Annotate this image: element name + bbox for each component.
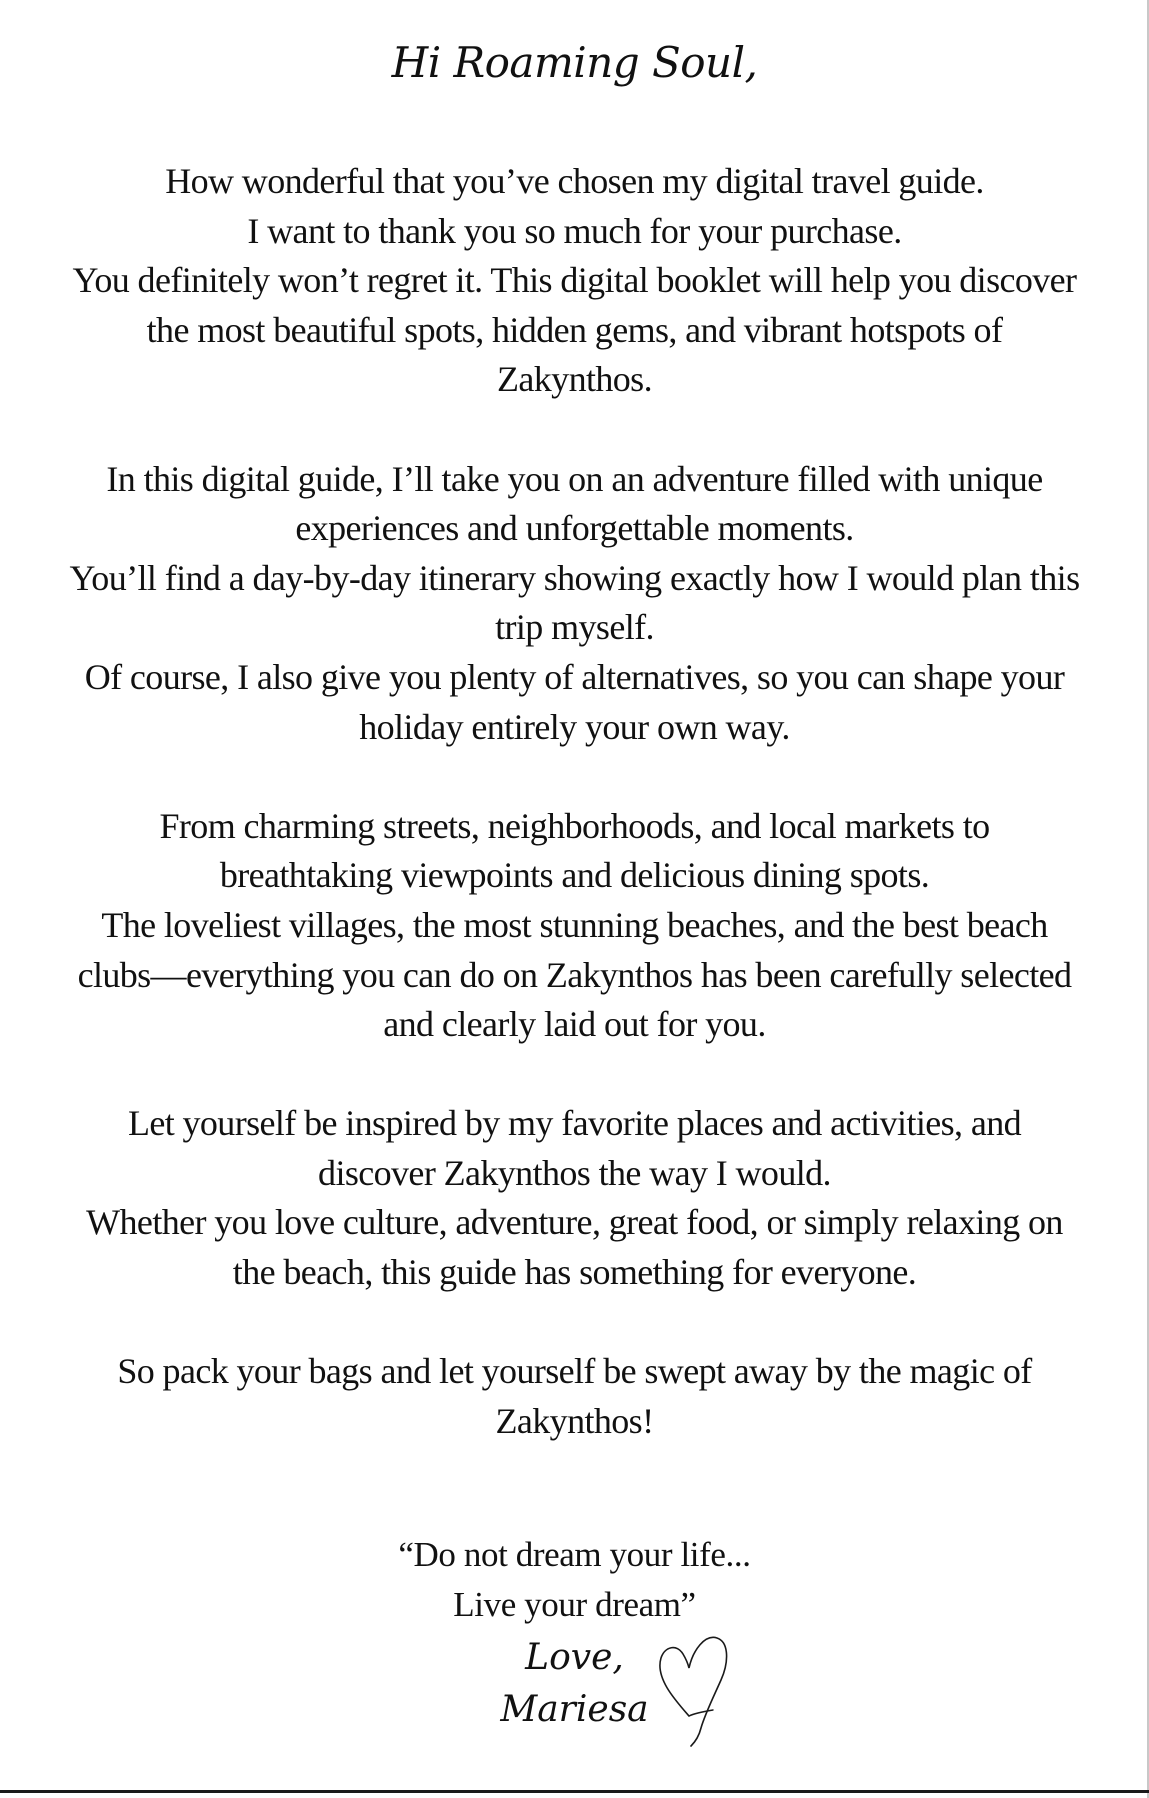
paragraph-gap	[0, 752, 1149, 802]
body-line: The loveliest villages, the most stunning beaches, and the best beach	[101, 904, 1048, 945]
body-line: How wonderful that you’ve chosen my digital travel guide.	[165, 161, 984, 201]
closing-quote	[0, 1530, 1149, 1630]
body-line: You’ll find a day-by-day itinerary showing exactly how I would plan this	[69, 557, 1080, 598]
body-line: Zakynthos.	[497, 359, 652, 400]
body-line: experiences and unforgettable moments.	[295, 508, 854, 549]
body-line: Whether you love culture, adventure, great food, or simply relaxing on	[86, 1202, 1063, 1243]
letter-body	[0, 157, 1149, 1446]
paragraph-gap	[0, 1050, 1149, 1100]
quote-line: Live your dream”	[453, 1585, 696, 1624]
body-line: You definitely won’t regret it. This digital booklet will help you discover	[72, 260, 1077, 301]
body-line: I want to thank you so much for your purchase.	[247, 210, 902, 251]
body-line: and clearly laid out for you.	[383, 1004, 766, 1045]
body-line: In this digital guide, I’ll take you on an adventure filled with unique	[106, 458, 1043, 499]
signature-block	[0, 1632, 1149, 1736]
paragraph-gap	[0, 405, 1149, 455]
body-line: breathtaking viewpoints and delicious dining spots.	[219, 855, 930, 896]
body-line: the most beautiful spots, hidden gems, and vibrant hotspots of	[146, 309, 1003, 350]
body-line: So pack your bags and let yourself be swept away by the magic of	[117, 1351, 1032, 1392]
body-line: trip myself.	[495, 607, 654, 648]
signoff-closing: Love,	[525, 1637, 624, 1678]
body-line: holiday entirely your own way.	[359, 706, 790, 747]
heart-icon	[655, 1628, 730, 1748]
body-line: Zakynthos!	[495, 1400, 654, 1441]
body-line: the beach, this guide has something for everyone.	[232, 1252, 917, 1293]
signoff-name: Mariesa	[500, 1689, 649, 1730]
quote-line: “Do not dream your life...	[398, 1535, 751, 1574]
body-line: Let yourself be inspired by my favorite places and activities, and	[127, 1103, 1022, 1144]
greeting-heading: Hi Roaming Soul,	[391, 38, 758, 87]
body-line: From charming streets, neighborhoods, and local markets to	[159, 805, 990, 846]
bottom-divider	[0, 1790, 1149, 1793]
paragraph-gap	[0, 1298, 1149, 1348]
body-line: clubs—everything you can do on Zakynthos has been carefully selected	[77, 954, 1072, 995]
body-line: Of course, I also give you plenty of alternatives, so you can shape your	[84, 656, 1065, 697]
body-line: discover Zakynthos the way I would.	[318, 1152, 831, 1193]
